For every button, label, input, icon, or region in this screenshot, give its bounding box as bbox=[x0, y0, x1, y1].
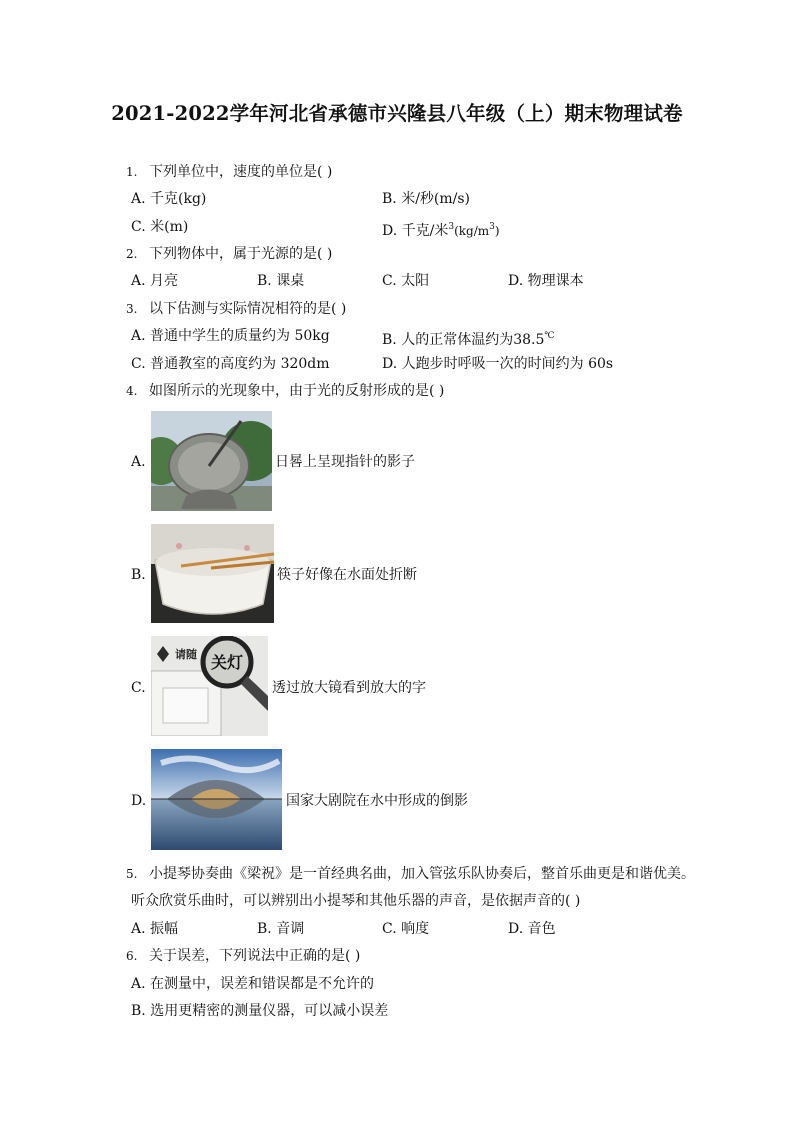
option-text: 音色 bbox=[527, 921, 556, 937]
option-letter: B. bbox=[382, 191, 397, 207]
option-5b[interactable] bbox=[257, 920, 304, 938]
option-caption: 透过放大镜看到放大的字 bbox=[272, 680, 426, 696]
option-text: 月亮 bbox=[150, 273, 179, 289]
option-letter: A. bbox=[131, 328, 146, 344]
magnified-text: 关灯 bbox=[211, 653, 244, 672]
opera-house-image bbox=[151, 749, 282, 850]
option-letter: C. bbox=[382, 921, 397, 937]
option-text: 在测量中，误差和错误都是不允许的 bbox=[150, 976, 375, 992]
option-text: 选用更精密的测量仪器，可以减小误差 bbox=[150, 1003, 389, 1019]
sign-text: 请随 bbox=[175, 648, 197, 661]
option-letter: D. bbox=[382, 223, 398, 239]
option-3c[interactable] bbox=[131, 355, 330, 373]
option-1b[interactable] bbox=[382, 190, 470, 208]
option-caption: 日晷上呈现指针的影子 bbox=[275, 454, 415, 470]
option-letter: D. bbox=[508, 921, 524, 937]
option-text: 课桌 bbox=[276, 273, 305, 289]
option-text: 人的正常体温约为38.5℃ bbox=[401, 331, 555, 348]
question-text: 下列物体中，属于光源的是( ) bbox=[149, 246, 333, 262]
option-letter: C. bbox=[131, 219, 146, 235]
question-text: 小提琴协奏曲《梁祝》是一首经典名曲，加入管弦乐队协奏后，整首乐曲更是和谐优美。 bbox=[149, 866, 695, 882]
option-1a[interactable] bbox=[131, 190, 206, 208]
option-letter: A. bbox=[131, 976, 146, 992]
option-text: 米(m) bbox=[150, 219, 189, 235]
option-5c[interactable] bbox=[382, 920, 429, 938]
option-2a[interactable] bbox=[131, 272, 178, 290]
option-3a[interactable] bbox=[131, 327, 330, 345]
option-2c[interactable] bbox=[382, 272, 429, 290]
option-letter: B. bbox=[131, 567, 146, 583]
option-letter: C. bbox=[382, 273, 397, 289]
question-text: 下列单位中，速度的单位是( ) bbox=[149, 164, 333, 180]
option-text: 米/秒(m/s) bbox=[401, 191, 471, 207]
option-letter: A. bbox=[131, 191, 146, 207]
option-letter: B. bbox=[382, 332, 397, 348]
option-3d[interactable] bbox=[382, 355, 613, 373]
question-text-continued: 听众欣赏乐曲时，可以辨别出小提琴和其他乐器的声音，是依据声音的( ) bbox=[131, 893, 581, 909]
option-text: 响度 bbox=[401, 921, 430, 937]
option-text: 太阳 bbox=[401, 273, 430, 289]
option-letter: D. bbox=[508, 273, 524, 289]
option-5d[interactable] bbox=[508, 920, 556, 938]
option-letter: A. bbox=[131, 921, 146, 937]
chopstick-bowl-photo[interactable] bbox=[151, 524, 274, 623]
option-letter: C. bbox=[131, 356, 146, 372]
option-2d[interactable] bbox=[508, 272, 584, 290]
magnifier-image bbox=[151, 636, 268, 736]
question-number: 5. bbox=[126, 867, 138, 881]
option-letter: A. bbox=[131, 454, 146, 470]
option-text: 千克/米$^3(kg/m^3)$ bbox=[401, 222, 500, 239]
option-6a[interactable] bbox=[131, 975, 374, 993]
option-5a[interactable] bbox=[131, 920, 178, 938]
option-6b[interactable] bbox=[131, 1002, 388, 1020]
option-text: 普通教室的高度约为 320dm bbox=[150, 356, 330, 372]
question-text: 以下估测与实际情况相符的是( ) bbox=[149, 301, 347, 317]
option-letter: A. bbox=[131, 273, 146, 289]
option-letter: D. bbox=[382, 356, 398, 372]
option-text: 普通中学生的质量约为 50kg bbox=[150, 328, 330, 344]
sundial-image bbox=[151, 411, 272, 511]
option-text: 音调 bbox=[276, 921, 305, 937]
option-letter: C. bbox=[131, 680, 146, 696]
option-text: 物理课本 bbox=[527, 273, 584, 289]
option-letter: B. bbox=[257, 921, 272, 937]
option-letter: B. bbox=[257, 273, 272, 289]
option-text: 千克(kg) bbox=[150, 191, 207, 207]
question-text: 如图所示的光现象中，由于光的反射形成的是( ) bbox=[149, 383, 445, 399]
question-number: 1. bbox=[126, 165, 138, 179]
option-text: 振幅 bbox=[150, 921, 179, 937]
bowl-image bbox=[151, 524, 274, 623]
option-caption: 筷子好像在水面处折断 bbox=[277, 567, 417, 583]
question-text: 关于误差，下列说法中正确的是( ) bbox=[149, 948, 361, 964]
option-text: 人跑步时呼吸一次的时间约为 60s bbox=[401, 356, 614, 372]
option-letter: D. bbox=[131, 793, 147, 809]
option-1c[interactable] bbox=[131, 218, 188, 236]
question-number: 6. bbox=[126, 949, 138, 963]
magnifier-photo[interactable] bbox=[151, 636, 268, 736]
sundial-photo[interactable] bbox=[151, 411, 272, 511]
option-caption: 国家大剧院在水中形成的倒影 bbox=[286, 793, 468, 809]
page-title: 2021-2022学年河北省承德市兴隆县八年级（上）期末物理试卷 bbox=[111, 102, 683, 125]
question-number: 3. bbox=[126, 302, 138, 316]
option-3b[interactable] bbox=[382, 327, 554, 349]
option-2b[interactable] bbox=[257, 272, 304, 290]
opera-house-photo[interactable] bbox=[151, 749, 282, 850]
option-letter: B. bbox=[131, 1003, 146, 1019]
question-number: 2. bbox=[126, 247, 138, 261]
question-number: 4. bbox=[126, 384, 138, 398]
option-1d[interactable] bbox=[382, 218, 500, 240]
